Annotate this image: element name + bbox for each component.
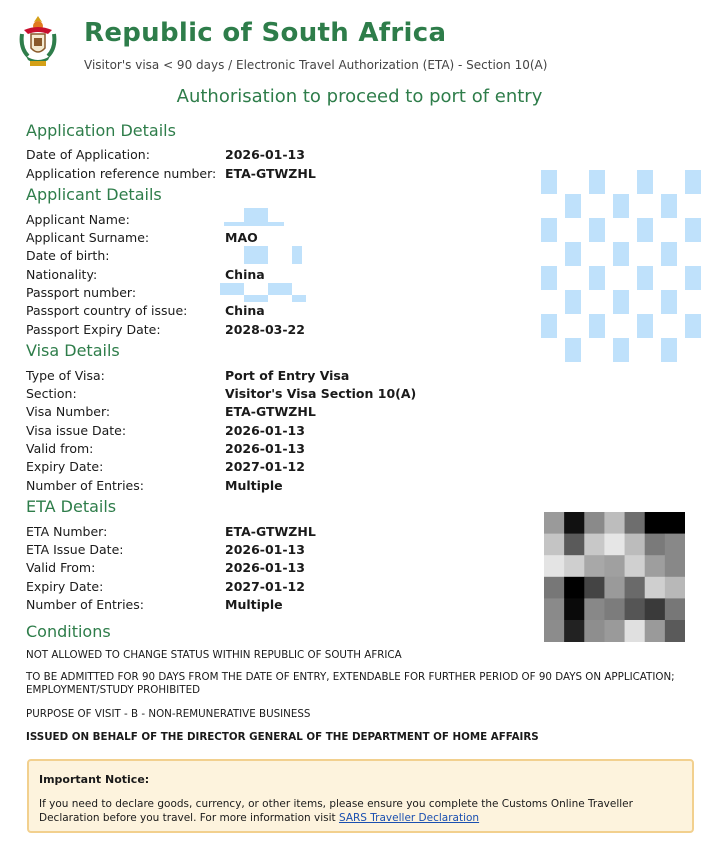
field-label: Visa issue Date: [26,423,127,438]
notice-body: If you need to declare goods, currency, or other items, please ensure you complete the Customs Online Traveller Declaration before you travel. For more information visit [39,798,633,824]
condition-line: PURPOSE OF VISIT - B - NON-REMUNERATIVE BUSINESS [26,708,311,720]
notice-title: Important Notice: [39,773,150,786]
field-label: ETA Issue Date: [26,542,124,557]
field-label: Number of Entries: [26,478,144,493]
field-value: ETA-GTWZHL [225,524,316,539]
document-heading: Authorisation to proceed to port of entry [176,86,543,107]
field-label: Number of Entries: [26,597,144,612]
section-visa-details: Visa Details [26,341,120,360]
issued-statement: ISSUED ON BEHALF OF THE DIRECTOR GENERAL OF THE DEPARTMENT OF HOME AFFAIRS [26,731,539,743]
page-subtitle: Visitor's visa < 90 days / Electronic Travel Authorization (ETA) - Section 10(A) [84,58,548,72]
field-value: Multiple [225,597,283,612]
field-label: Section: [26,386,77,401]
field-label: Visa Number: [26,404,111,419]
field-label: Expiry Date: [26,579,104,594]
condition-line: TO BE ADMITTED FOR 90 DAYS FROM THE DATE OF ENTRY, EXTENDABLE FOR FURTHER PERIOD OF 90 DAYS ON APPLICATION; EMPLOYMENT/STUDY PROHIBITED [26,671,675,696]
redacted-dob [244,246,268,264]
passport-photo-redacted-icon [541,170,701,362]
field-value: 2026-01-13 [225,147,305,162]
section-application-details: Application Details [26,121,176,140]
field-label: Applicant Name: [26,212,130,227]
field-value: 2026-01-13 [225,423,305,438]
field-value: 2027-01-12 [225,459,305,474]
field-value: ETA-GTWZHL [225,404,316,419]
section-applicant-details: Applicant Details [26,185,162,204]
page-title: Republic of South Africa [84,18,447,48]
field-value: China [225,267,265,282]
notice-text [39,797,679,825]
sars-traveller-declaration-link[interactable]: SARS Traveller Declaration [338,812,480,824]
field-label: Passport number: [26,285,137,300]
field-label: Passport country of issue: [26,303,188,318]
field-value: China [225,303,265,318]
redacted-passport-3 [244,295,268,302]
field-value: ETA-GTWZHL [225,166,316,181]
field-label: Applicant Surname: [26,230,150,245]
redacted-name-underline [224,222,284,226]
redacted-dob-2 [292,246,302,264]
field-label: Type of Visa: [26,368,105,383]
important-notice [27,759,694,833]
field-value: Port of Entry Visa [225,368,350,383]
redacted-name [244,208,268,222]
field-value: Multiple [225,478,283,493]
field-label: ETA Number: [26,524,108,539]
field-value: 2028-03-22 [225,322,305,337]
section-conditions: Conditions [26,622,111,641]
field-value: MAO [225,230,258,245]
field-value: 2027-01-12 [225,579,305,594]
field-label: Valid from: [26,441,94,456]
field-label: Valid From: [26,560,96,575]
field-label: Nationality: [26,267,98,282]
field-value: 2026-01-13 [225,441,305,456]
redacted-passport-4 [292,295,306,302]
field-label: Passport Expiry Date: [26,322,161,337]
field-value: 2026-01-13 [225,560,305,575]
field-label: Expiry Date: [26,459,104,474]
field-value: 2026-01-13 [225,542,305,557]
field-label: Date of birth: [26,248,110,263]
field-label: Date of Application: [26,147,150,162]
south-africa-coat-of-arms-icon [18,14,58,70]
redacted-passport [220,283,244,295]
qr-code-icon [544,512,685,642]
section-eta-details: ETA Details [26,497,117,516]
redacted-passport-2 [268,283,292,295]
field-value: Visitor's Visa Section 10(A) [225,386,417,401]
field-label: Application reference number: [26,166,217,181]
condition-line: NOT ALLOWED TO CHANGE STATUS WITHIN REPUBLIC OF SOUTH AFRICA [26,649,402,661]
